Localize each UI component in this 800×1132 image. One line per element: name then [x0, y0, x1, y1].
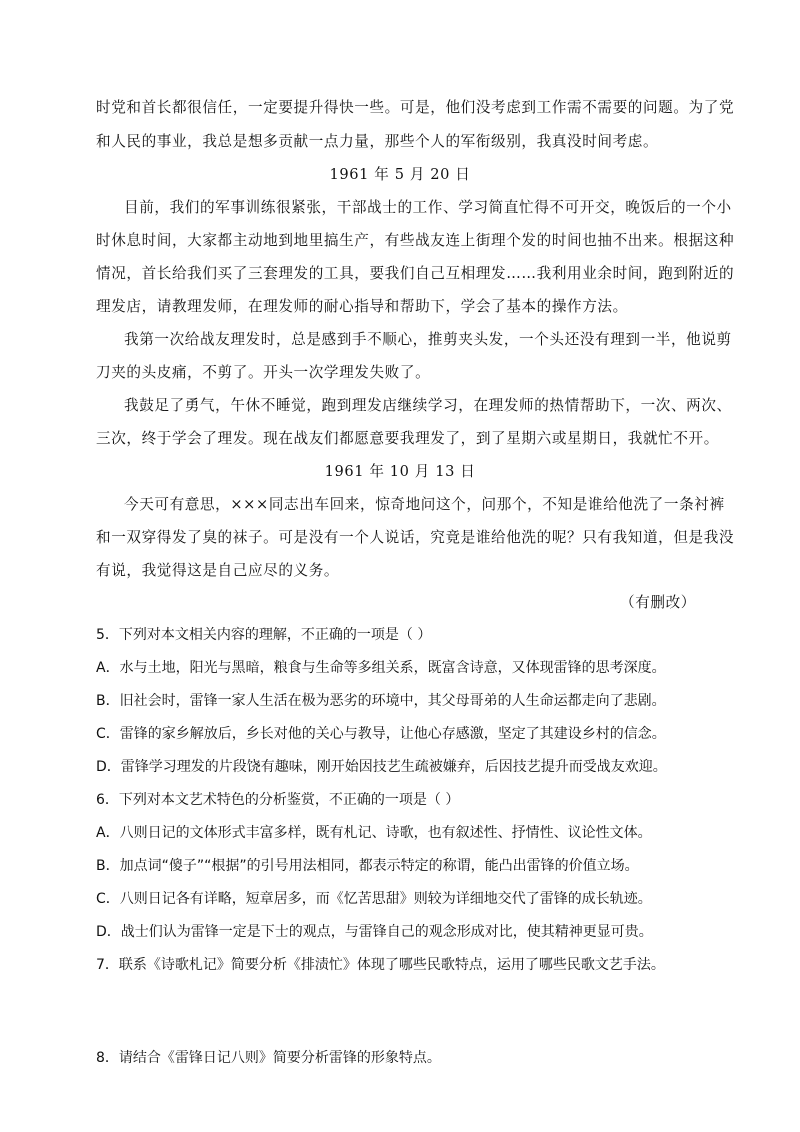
- paragraph-line: 三次，终于学会了理发。现在战友们都愿意要我理发了，到了星期六或星期日，我就忙不开。: [96, 430, 719, 447]
- paragraph-line: 目前，我们的军事训练很紧张，干部战士的工作、学习简直忙得不可开交，晚饭后的一个小: [124, 199, 732, 216]
- question-6-option-d: D．战士们认为雷锋一定是下士的观点，与雷锋自己的观念形成对比，使其精神更显可贵。: [96, 924, 653, 940]
- question-6-stem: 6．下列对本文艺术特色的分析鉴赏，不正确的一项是（ ）: [96, 792, 460, 808]
- paragraph-line: 有说，我觉得这是自己应尽的义务。: [96, 562, 340, 579]
- question-5-option-c: C．雷锋的家乡解放后，乡长对他的关心与教导，让他心存感激，坚定了其建设乡村的信念。: [96, 726, 666, 742]
- paragraph-line: 时党和首长都很信任，一定要提升得快一些。可是，他们没考虑到工作需不需要的问题。为了党: [96, 99, 735, 116]
- question-5-option-a: A．水与土地，阳光与黑暗，粮食与生命等多组关系，既富含诗意，又体现雷锋的思考深度。: [96, 660, 666, 676]
- question-6-option-a: A．八则日记的文体形式丰富多样，既有札记、诗歌，也有叙述性、抒情性、议论性文体。: [96, 825, 652, 841]
- paragraph-line: 和一双穿得发了臭的袜子。可是没有一个人说话，究竟是谁给他洗的呢？只有我知道，但是我没: [96, 529, 735, 546]
- question-5-stem: 5．下列对本文相关内容的理解，不正确的一项是（ ）: [96, 627, 432, 643]
- paragraph-line: 和人民的事业，我总是想多贡献一点力量，那些个人的军衔级别，我真没时间考虑。: [96, 133, 659, 150]
- diary-date: 1961 年 10 月 13 日: [324, 463, 476, 480]
- question-5-option-d: D．雷锋学习理发的片段饶有趣味，刚开始因技艺生疏被嫌弃，后因技艺提升而受战友欢迎。: [96, 759, 667, 775]
- question-8: 8．请结合《雷锋日记八则》简要分析雷锋的形象特点。: [96, 1050, 441, 1066]
- paragraph-line: 时休息时间，大家都主动地到地里搞生产，有些战友连上街理个发的时间也抽不出来。根据这种: [96, 232, 735, 249]
- paragraph-line: 刀夹的头皮痛，不剪了。开头一次学理发失败了。: [96, 364, 431, 381]
- diary-date: 1961 年 5 月 20 日: [329, 166, 471, 183]
- edit-note: （有删改）: [620, 594, 696, 611]
- paragraph-line: 理发店，请教理发师，在理发师的耐心指导和帮助下，学会了基本的操作方法。: [96, 298, 628, 315]
- paragraph-line: 我第一次给战友理发时，总是感到手不顺心，推剪夹头发，一个头还没有理到一半，他说剪: [124, 331, 732, 348]
- question-6-option-b: B．加点词“傻子”“根据”的引号用法相同，都表示特定的称谓，能凸出雷锋的价值立场。: [96, 858, 639, 874]
- question-6-option-c: C．八则日记各有详略，短章居多，而《忆苦思甜》则较为详细地交代了雷锋的成长轨迹。: [96, 891, 652, 907]
- paragraph-line: 今天可有意思，×××同志出车回来，惊奇地问这个，问那个，不知是谁给他洗了一条衬裤: [124, 496, 725, 513]
- question-5-option-b: B．旧社会时，雷锋一家人生活在极为恶劣的环境中，其父母哥弟的人生命运都走向了悲剧。: [96, 693, 666, 709]
- question-7: 7．联系《诗歌札记》简要分析《排渍忙》体现了哪些民歌特点，运用了哪些民歌文艺手法。: [96, 957, 665, 973]
- paragraph-line: 情况，首长给我们买了三套理发的工具，要我们自己互相理发……我利用业余时间，跑到附近的: [96, 265, 735, 282]
- paragraph-line: 我鼓足了勇气，午休不睡觉，跑到理发店继续学习，在理发师的热情帮助下，一次、两次、: [124, 397, 732, 414]
